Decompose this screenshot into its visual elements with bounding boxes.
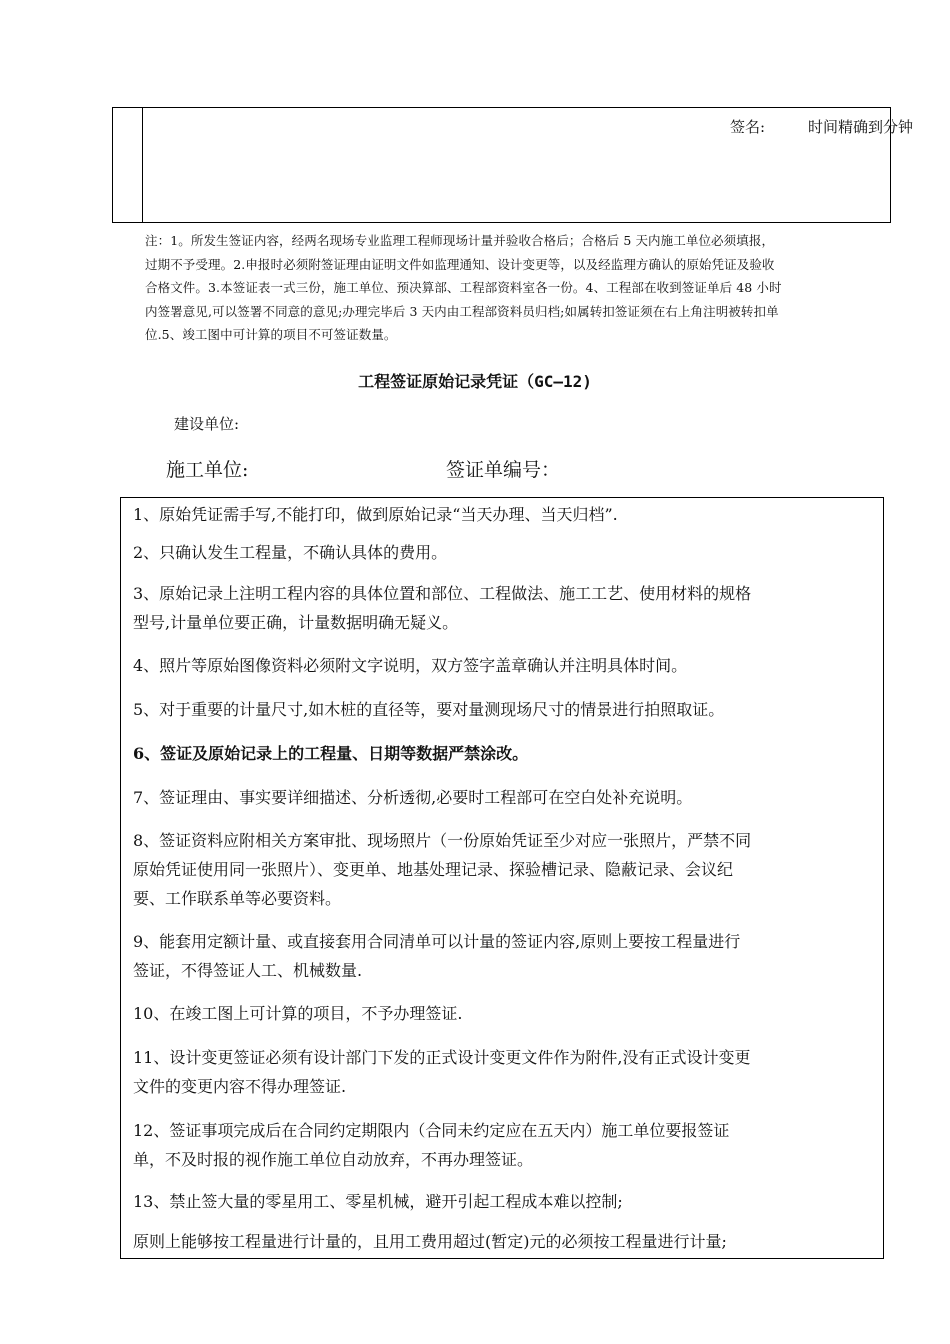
signature-table: [112, 107, 913, 223]
rule-line: 2、只确认发生工程量，不确认具体的费用。: [133, 543, 448, 562]
footnote: [145, 229, 885, 347]
rule-line: 签证，不得签证人工、机械数量.: [133, 961, 363, 980]
owner-field: 建设单位:: [174, 415, 240, 433]
signature-line: [730, 116, 913, 137]
rule-line: 5、对于重要的计量尺寸,如木桩的直径等，要对量测现场尺寸的情景进行拍照取证。: [133, 700, 725, 719]
rule-item: [133, 500, 875, 529]
table-left-column: [113, 108, 143, 222]
rule-line: 要、工作联系单等必要资料。: [133, 889, 342, 908]
rule-item: [133, 927, 875, 985]
rule-line: 3、原始记录上注明工程内容的具体位置和部位、工程做法、施工工艺、使用材料的规格: [133, 584, 752, 603]
rule-line: 7、签证理由、事实要详细描述、分析透彻,必要时工程部可在空白处补充说明。: [133, 788, 693, 807]
note-line: 注：1。所发生签证内容，经两名现场专业监理工程师现场计量并验收合格后；合格后 5 天内施工单位必须填报，: [145, 233, 775, 248]
rule-item: [133, 579, 875, 637]
note-line: 位.5、竣工图中可计算的项目不可签证数量。: [145, 327, 397, 343]
visa-number-field: 签证单编号：: [446, 459, 561, 481]
note-line: 内签署意见,可以签署不同意的意见;办理完毕后 3 天内由工程部资料员归档;如属转扣签证须在右上角注明被转扣单: [145, 303, 779, 319]
rule-line: 单，不及时报的视作施工单位自动放弃，不再办理签证。: [133, 1150, 534, 1169]
rule-line: 6、签证及原始记录上的工程量、日期等数据严禁涂改。: [133, 744, 529, 763]
rule-item: [133, 1043, 875, 1101]
rule-item-emphasis: [133, 739, 875, 768]
rule-line: 10、在竣工图上可计算的项目，不予办理签证.: [133, 1004, 463, 1023]
note-line: 过期不予受理。2.申报时必须附签证理由证明文件如监理通知、设计变更等，以及经监理方确认的原始凭证及验收: [145, 256, 775, 272]
rule-line: 8、签证资料应附相关方案审批、现场照片（一份原始凭证至少对应一张照片，严禁不同: [133, 831, 752, 850]
rule-line: 11、设计变更签证必须有设计部门下发的正式设计变更文件作为附件,没有正式设计变更: [133, 1048, 751, 1067]
rule-line: 12、签证事项完成后在合同约定期限内（合同未约定应在五天内）施工单位要报签证: [133, 1121, 730, 1140]
rule-line: 原则上能够按工程量进行计量的，且用工费用超过(暂定)元的必须按工程量进行计量;: [133, 1232, 727, 1251]
rule-item: [133, 783, 875, 812]
document-title: 工程签证原始记录凭证（GC—12): [358, 372, 592, 391]
rule-line: 9、能套用定额计量、或直接套用合同清单可以计量的签证内容,原则上要按工程量进行: [133, 932, 741, 951]
rule-item: [133, 695, 875, 724]
rule-line: 1、原始凭证需手写,不能打印，做到原始记录“当天办理、当天归档”.: [133, 505, 618, 524]
rule-line: 型号,计量单位要正确，计量数据明确无疑义。: [133, 613, 459, 632]
rule-line: 原始凭证使用同一张照片）、变更单、地基处理记录、探验槽记录、隐蔽记录、会议纪: [133, 860, 734, 879]
sign-label: 签名:: [730, 118, 766, 136]
rule-line: 13、禁止签大量的零星用工、零星机械，避开引起工程成本难以控制;: [133, 1192, 623, 1211]
time-label: 时间精确到分钟: [807, 118, 913, 136]
rule-line: 4、照片等原始图像资料必须附文字说明，双方签字盖章确认并注明具体时间。: [133, 656, 688, 675]
rule-item: [133, 999, 875, 1028]
contractor-field: 施工单位:: [166, 459, 249, 481]
rule-item: [133, 1116, 875, 1174]
rule-item: [133, 1227, 875, 1256]
rule-line: 文件的变更内容不得办理签证.: [133, 1077, 347, 1096]
rule-item: [133, 1187, 875, 1216]
rule-item: [133, 651, 875, 680]
note-line: 合格文件。3.本签证表一式三份，施工单位、预决算部、工程部资料室各一份。4、工程部在收到签证单后 48 小时: [145, 280, 782, 296]
rules-box: [120, 497, 884, 1259]
rule-item: [133, 538, 875, 567]
rule-item: [133, 826, 875, 913]
